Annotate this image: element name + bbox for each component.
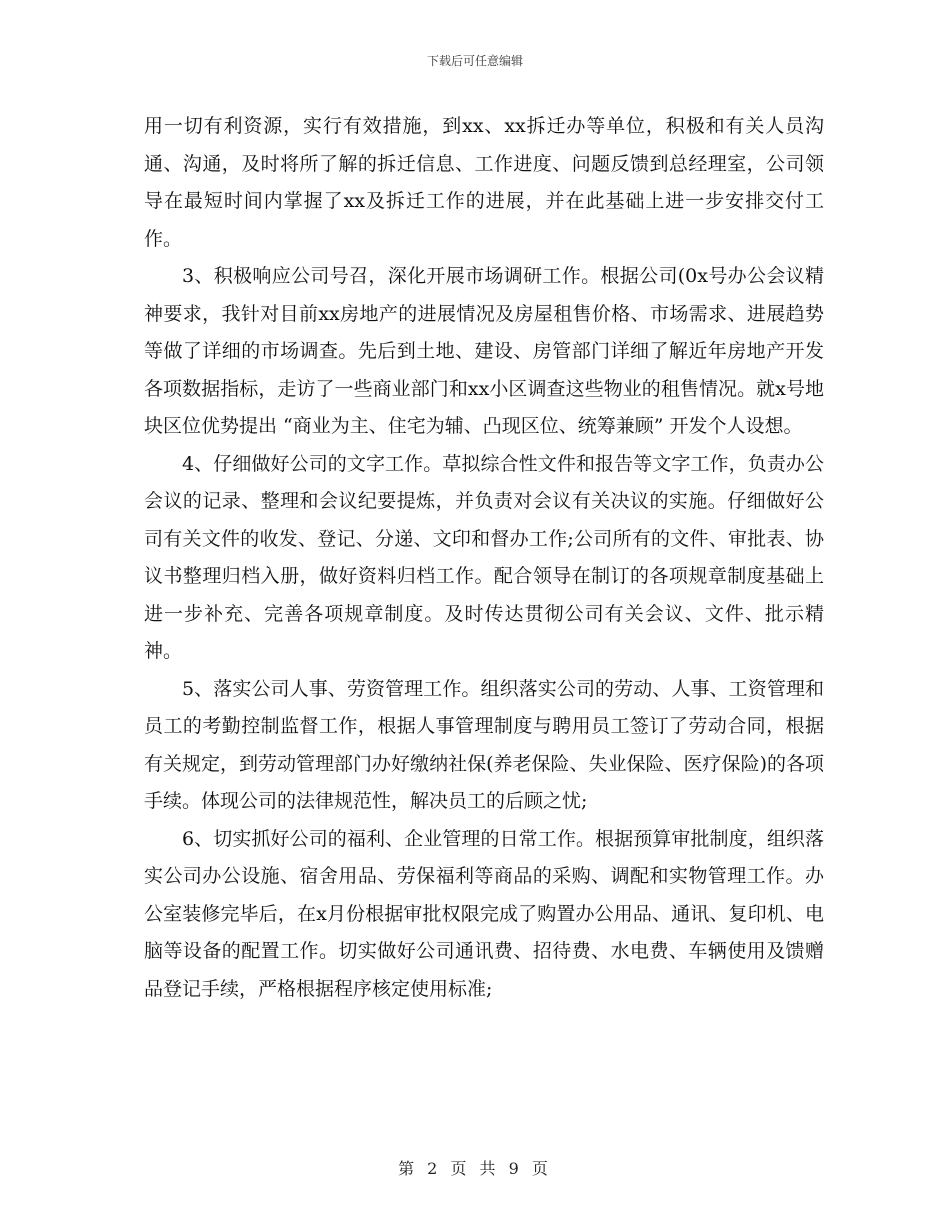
page-header: 下载后可任意编辑: [426, 54, 523, 68]
document-body: [144, 108, 824, 1008]
paragraph-market-research: 3、积极响应公司号召，深化开展市场调研工作。根据公司(0x号办公会议精神要求，我针对目前xx房地产的进展情况及房屋租售价格、市场需求、进展趋势等做了详细的市场调查。先后到土地、建设、房管部门详细了解近年房地产开发各项数据指标，走访了一些商业部门和xx小区调查这些物业的租售情况。就x号地块区位优势提出 “商业为主、住宅为辅、凸现区位、统筹兼顾” 开发个人设想。: [144, 265, 824, 437]
paragraph-continuation: 用一切有利资源，实行有效措施，到xx、xx拆迁办等单位，积极和有关人员沟通、沟通，及时将所了解的拆迁信息、工作进度、问题反馈到总经理室，公司领导在最短时间内掌握了xx及拆迁工作的进展，并在此基础上进一步安排交付工作。: [144, 115, 824, 250]
page-number-footer: 第 2 页 共 9 页: [398, 1159, 552, 1178]
paragraph-personnel-management: 5、落实公司人事、劳资管理工作。组织落实公司的劳动、人事、工资管理和员工的考勤控制监督工作，根据人事管理制度与聘用员工签订了劳动合同，根据有关规定，到劳动管理部门办好缴纳社保(养老保险、失业保险、医疗保险)的各项手续。体现公司的法律规范性，解决员工的后顾之忧;: [144, 677, 824, 812]
paragraph-document-work: 4、仔细做好公司的文字工作。草拟综合性文件和报告等文字工作，负责办公会议的记录、整理和会议纪要提炼，并负责对会议有关决议的实施。仔细做好公司有关文件的收发、登记、分递、文印和督办工作;公司所有的文件、审批表、协议书整理归档入册，做好资料归档工作。配合领导在制订的各项规章制度基础上进一步补充、完善各项规章制度。及时传达贯彻公司有关会议、文件、批示精神。: [144, 452, 824, 662]
paragraph-welfare-management: 6、切实抓好公司的福利、企业管理的日常工作。根据预算审批制度，组织落实公司办公设施、宿舍用品、劳保福利等商品的采购、调配和实物管理工作。办公室装修完毕后，在x月份根据审批权限完成了购置办公用品、通讯、复印机、电脑等设备的配置工作。切实做好公司通讯费、招待费、水电费、车辆使用及馈赠品登记手续，严格根据程序核定使用标准;: [144, 827, 824, 1000]
